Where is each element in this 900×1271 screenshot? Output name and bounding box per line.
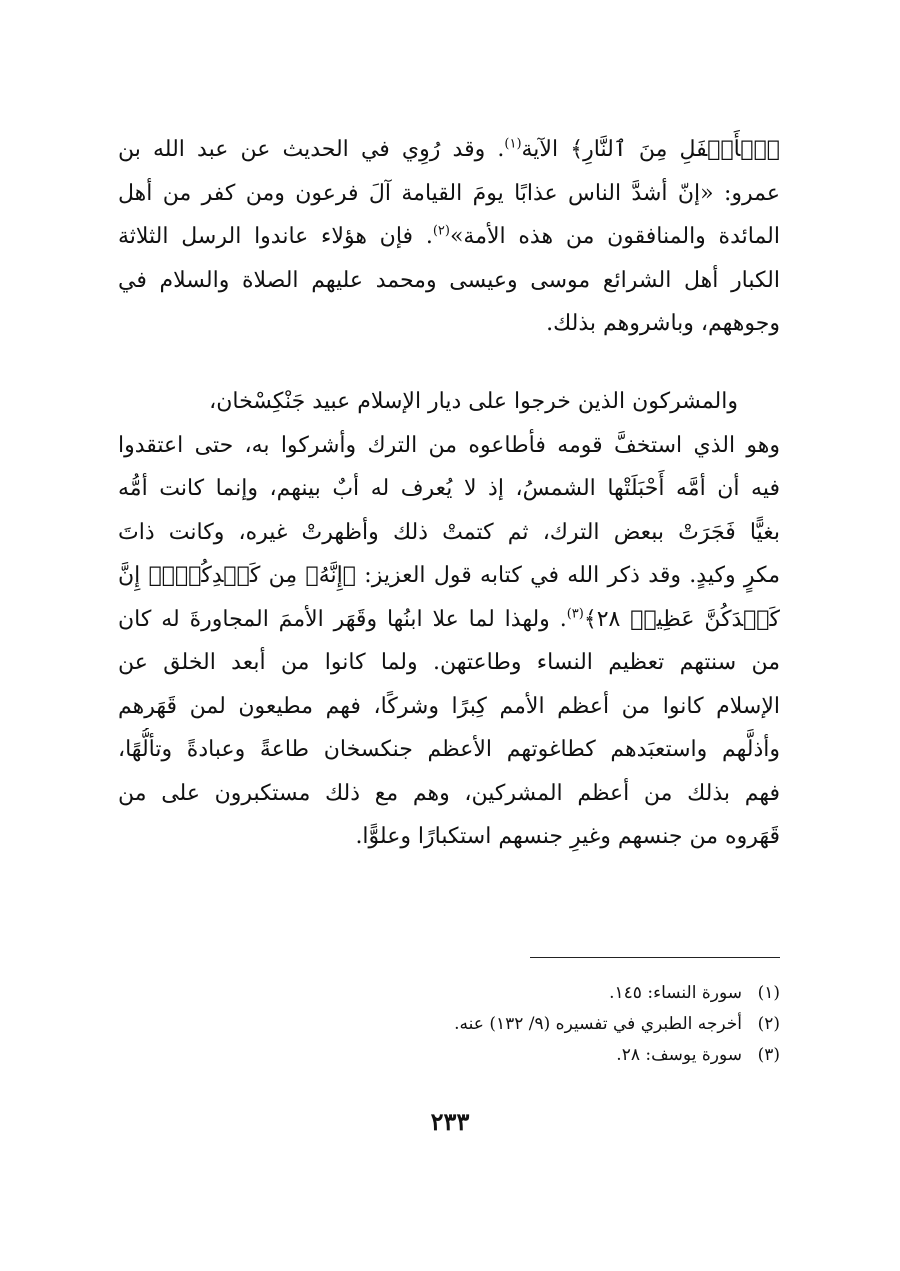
page-number: ٢٣٣ — [430, 1107, 470, 1136]
text-line: مكرٍ وكيدٍ. وقد ذكر الله في كتابه قول العزيز: ﴿إِنَّهُۥ مِن كَيۡدِكُنَّۖ إِنَّ — [118, 563, 780, 588]
text-line: كَيۡدَكُنَّ عَظِيمٞ ٢٨﴾$^{(٣)}$. ولهذا لما علا ابنُها وقَهَر الأممَ المجاورةَ له كان — [118, 606, 780, 632]
paragraph-1 — [118, 128, 780, 346]
paragraph-2 — [118, 380, 780, 859]
text-line: فهم بذلك من أعظم المشركين، وهم مع ذلك مستكبرون على من — [118, 780, 780, 806]
footnote-separator — [530, 957, 780, 958]
text-line: عمرو: «إنّ أشدَّ الناس عذابًا يومَ القيامة آلَ فرعون ومن كفر من أهل — [118, 180, 780, 206]
footnote-ref[interactable]: (٣) — [566, 606, 584, 622]
footnote-item — [118, 1009, 780, 1040]
footnote-text: أخرجه الطبري في تفسيره (٩/ ١٣٢) عنه. — [454, 1014, 742, 1034]
footnote-text: سورة النساء: ١٤٥. — [609, 983, 742, 1003]
text-line: الكبار أهل الشرائع موسى وعيسى ومحمد عليهم الصلاة والسلام في — [118, 267, 780, 293]
footnote-number: (١) — [757, 983, 780, 1003]
footnote-item — [118, 978, 780, 1009]
text-line: الإسلام كانوا من أعظم الأمم كِبرًا وشركًا، فهم مطيعون لمن قَهَرهم — [118, 693, 780, 719]
text-line: وأذلَّهم واستعبَدهم كطاغوتهم الأعظم جنكسخان طاعةً وعبادةً وتألُّهًا، — [118, 737, 780, 762]
text-line: من سنتهم تعظيم النساء وطاعتهن. ولما كانوا من أبعد الخلق عن — [118, 650, 780, 675]
text-line: فيه أن أمَّه أَحْبَلَتْها الشمسُ، إذ لا يُعرف له أبٌ بينهم، وإنما كانت أمُّه — [118, 476, 780, 501]
footnote-ref[interactable]: (١) — [504, 136, 522, 152]
footnote-ref[interactable]: (٢) — [432, 223, 450, 239]
footnote-number: (٢) — [757, 1014, 780, 1034]
footnote-text: سورة يوسف: ٢٨. — [616, 1045, 742, 1065]
text-line: والمشركون الذين خرجوا على ديار الإسلام عبيد جَنْكِسْخان، — [209, 389, 738, 414]
text-line: ﭐلۡأَسۡفَلِ مِنَ ٱلنَّارِ﴾ الآية$^{(١)}$. وقد رُوِي في الحديث عن عبد الله بن — [118, 136, 780, 162]
footnote-item — [118, 1040, 780, 1071]
footnotes — [118, 978, 780, 1071]
text-line: بغيًّا فَجَرَتْ ببعض الترك، ثم كتمتْ ذلك وأظهرتْ غيره، وكانت ذاتَ — [118, 519, 780, 545]
text-line: وهو الذي استخفَّ قومه فأطاعوه من الترك وأشركوا به، حتى اعتقدوا — [118, 432, 780, 458]
text-line: المائدة والمنافقون من هذه الأمة»$^{(٢)}$. فإن هؤلاء عاندوا الرسل الثلاثة — [118, 223, 780, 249]
text-line: قَهَروه من جنسهم وغيرِ جنسهم استكبارًا وعلوًّا. — [355, 824, 780, 849]
text-line: وجوههم، وباشروهم بذلك. — [546, 311, 780, 336]
footnote-number: (٣) — [757, 1045, 780, 1065]
